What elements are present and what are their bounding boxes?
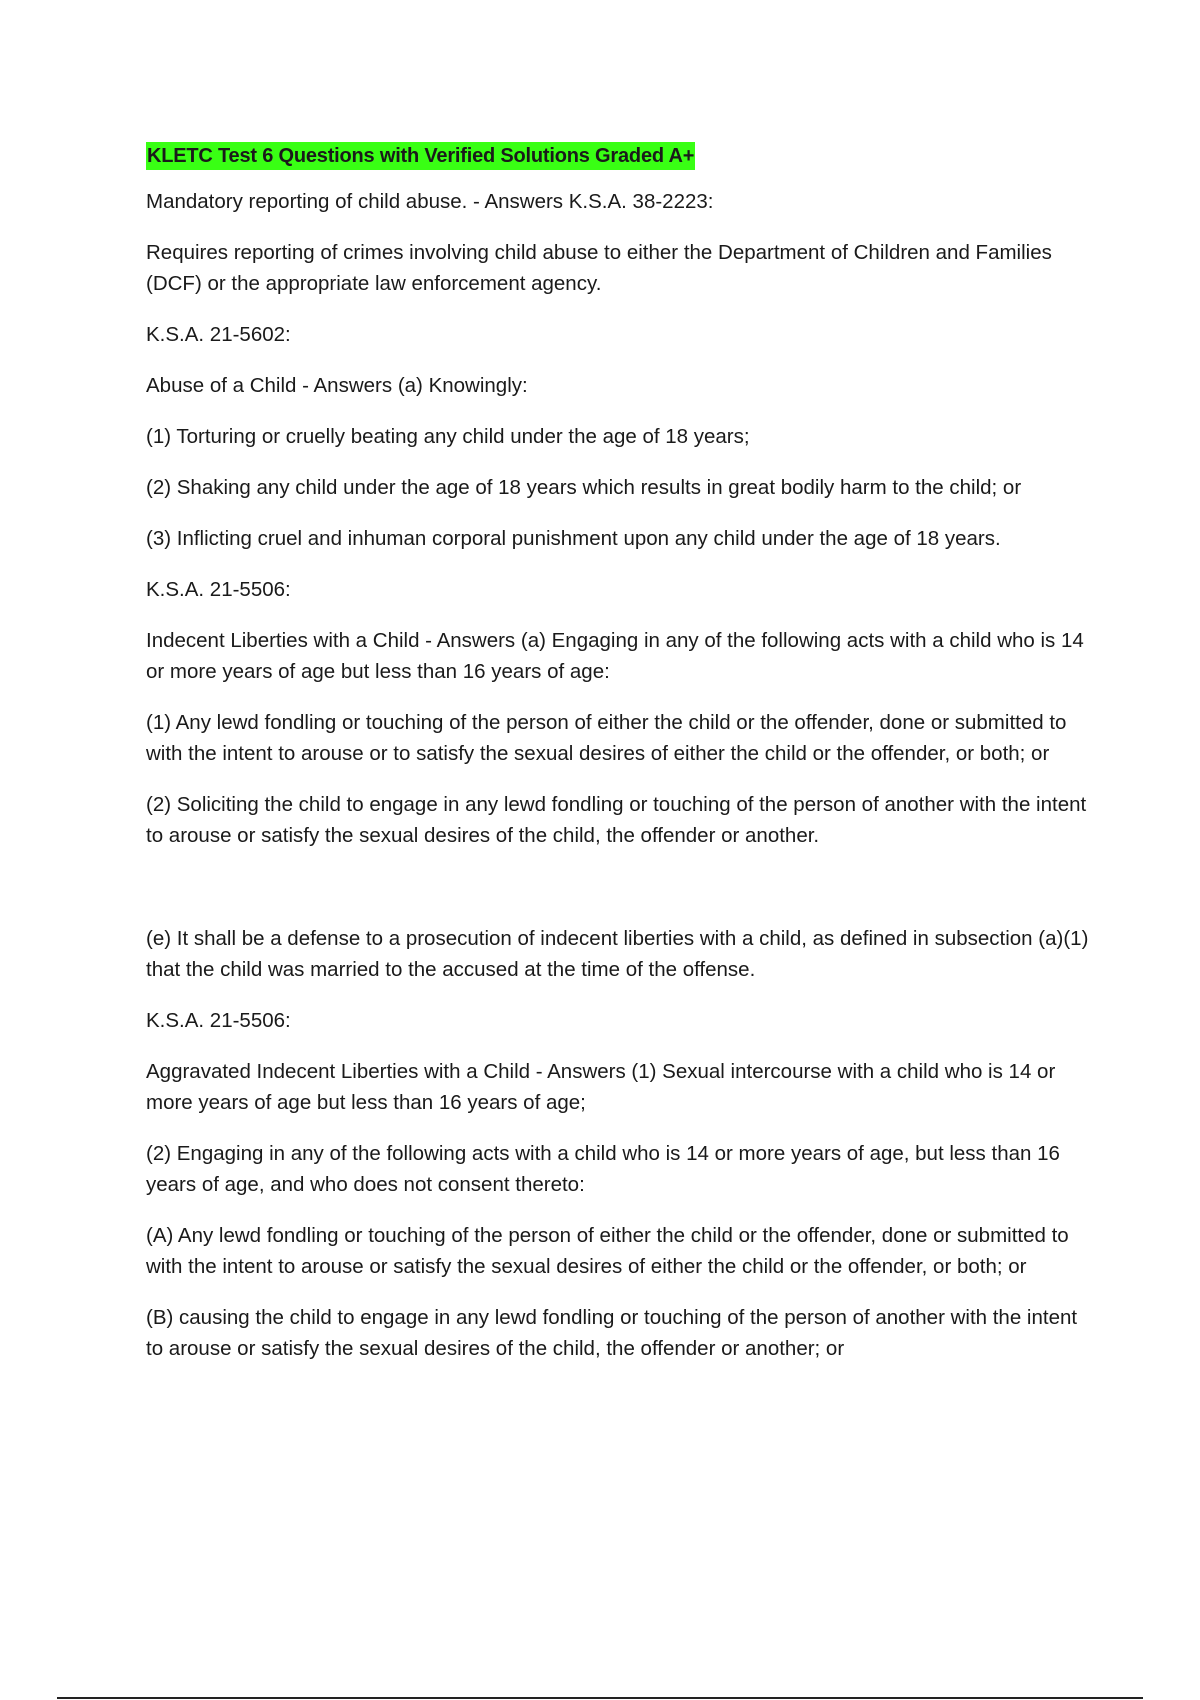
paragraph-indecent-item-2: (2) Soliciting the child to engage in any lewd fondling or touching of the person of another with the intent to arouse or satisfy the sexual desires of the child, the offender or another. <box>146 793 1087 847</box>
paragraph-indecent-item-1: (1) Any lewd fondling or touching of the person of either the child or the offender, done or submitted to with the intent to arouse or to satisfy the sexual desires of either the child or the offender, or both; or <box>146 711 1067 765</box>
document-title: KLETC Test 6 Questions with Verified Solutions Graded A+ <box>146 142 695 170</box>
paragraph-defense-e: (e) It shall be a defense to a prosecution of indecent liberties with a child, as defined in subsection (a)(1) that the child was married to the accused at the time of the offense. <box>146 927 1089 981</box>
paragraph-aggravated-indecent-liberties: Aggravated Indecent Liberties with a Child - Answers (1) Sexual intercourse with a child who is 14 or more years of age but less than 16 years of age; <box>146 1060 1056 1114</box>
paragraph-indecent-liberties: Indecent Liberties with a Child - Answers (a) Engaging in any of the following acts with a child who is 14 or more years of age but less than 16 years of age: <box>146 629 1084 683</box>
paragraph-abuse-item-3: (3) Inflicting cruel and inhuman corporal punishment upon any child under the age of 18 years. <box>146 527 1001 550</box>
paragraph-spacer <box>146 871 1096 923</box>
paragraph-abuse-of-child: Abuse of a Child - Answers (a) Knowingly: <box>146 374 528 397</box>
paragraph-statute-21-5602: K.S.A. 21-5602: <box>146 323 291 346</box>
paragraph-aggravated-item-2: (2) Engaging in any of the following acts with a child who is 14 or more years of age, but less than 16 years of age, and who does not consent thereto: <box>146 1142 1060 1196</box>
paragraph-mandatory-reporting: Mandatory reporting of child abuse. - Answers K.S.A. 38-2223: <box>146 190 714 213</box>
paragraph-abuse-item-1: (1) Torturing or cruelly beating any child under the age of 18 years; <box>146 425 750 448</box>
paragraph-abuse-item-2: (2) Shaking any child under the age of 18 years which results in great bodily harm to the child; or <box>146 476 1022 499</box>
footer-divider <box>57 1697 1143 1699</box>
paragraph-reporting-requirement: Requires reporting of crimes involving child abuse to either the Department of Children and Families (DCF) or the appropriate law enforcement agency. <box>146 241 1052 295</box>
paragraph-statute-21-5506-a: K.S.A. 21-5506: <box>146 578 291 601</box>
paragraph-aggravated-item-a: (A) Any lewd fondling or touching of the person of either the child or the offender, done or submitted to with the intent to arouse or satisfy the sexual desires of either the child or the offender, or both; or <box>146 1224 1069 1278</box>
paragraph-aggravated-item-b: (B) causing the child to engage in any lewd fondling or touching of the person of another with the intent to arouse or satisfy the sexual desires of the child, the offender or another; or <box>146 1306 1078 1360</box>
paragraph-statute-21-5506-b: K.S.A. 21-5506: <box>146 1009 291 1032</box>
document-page <box>146 142 1096 1384</box>
